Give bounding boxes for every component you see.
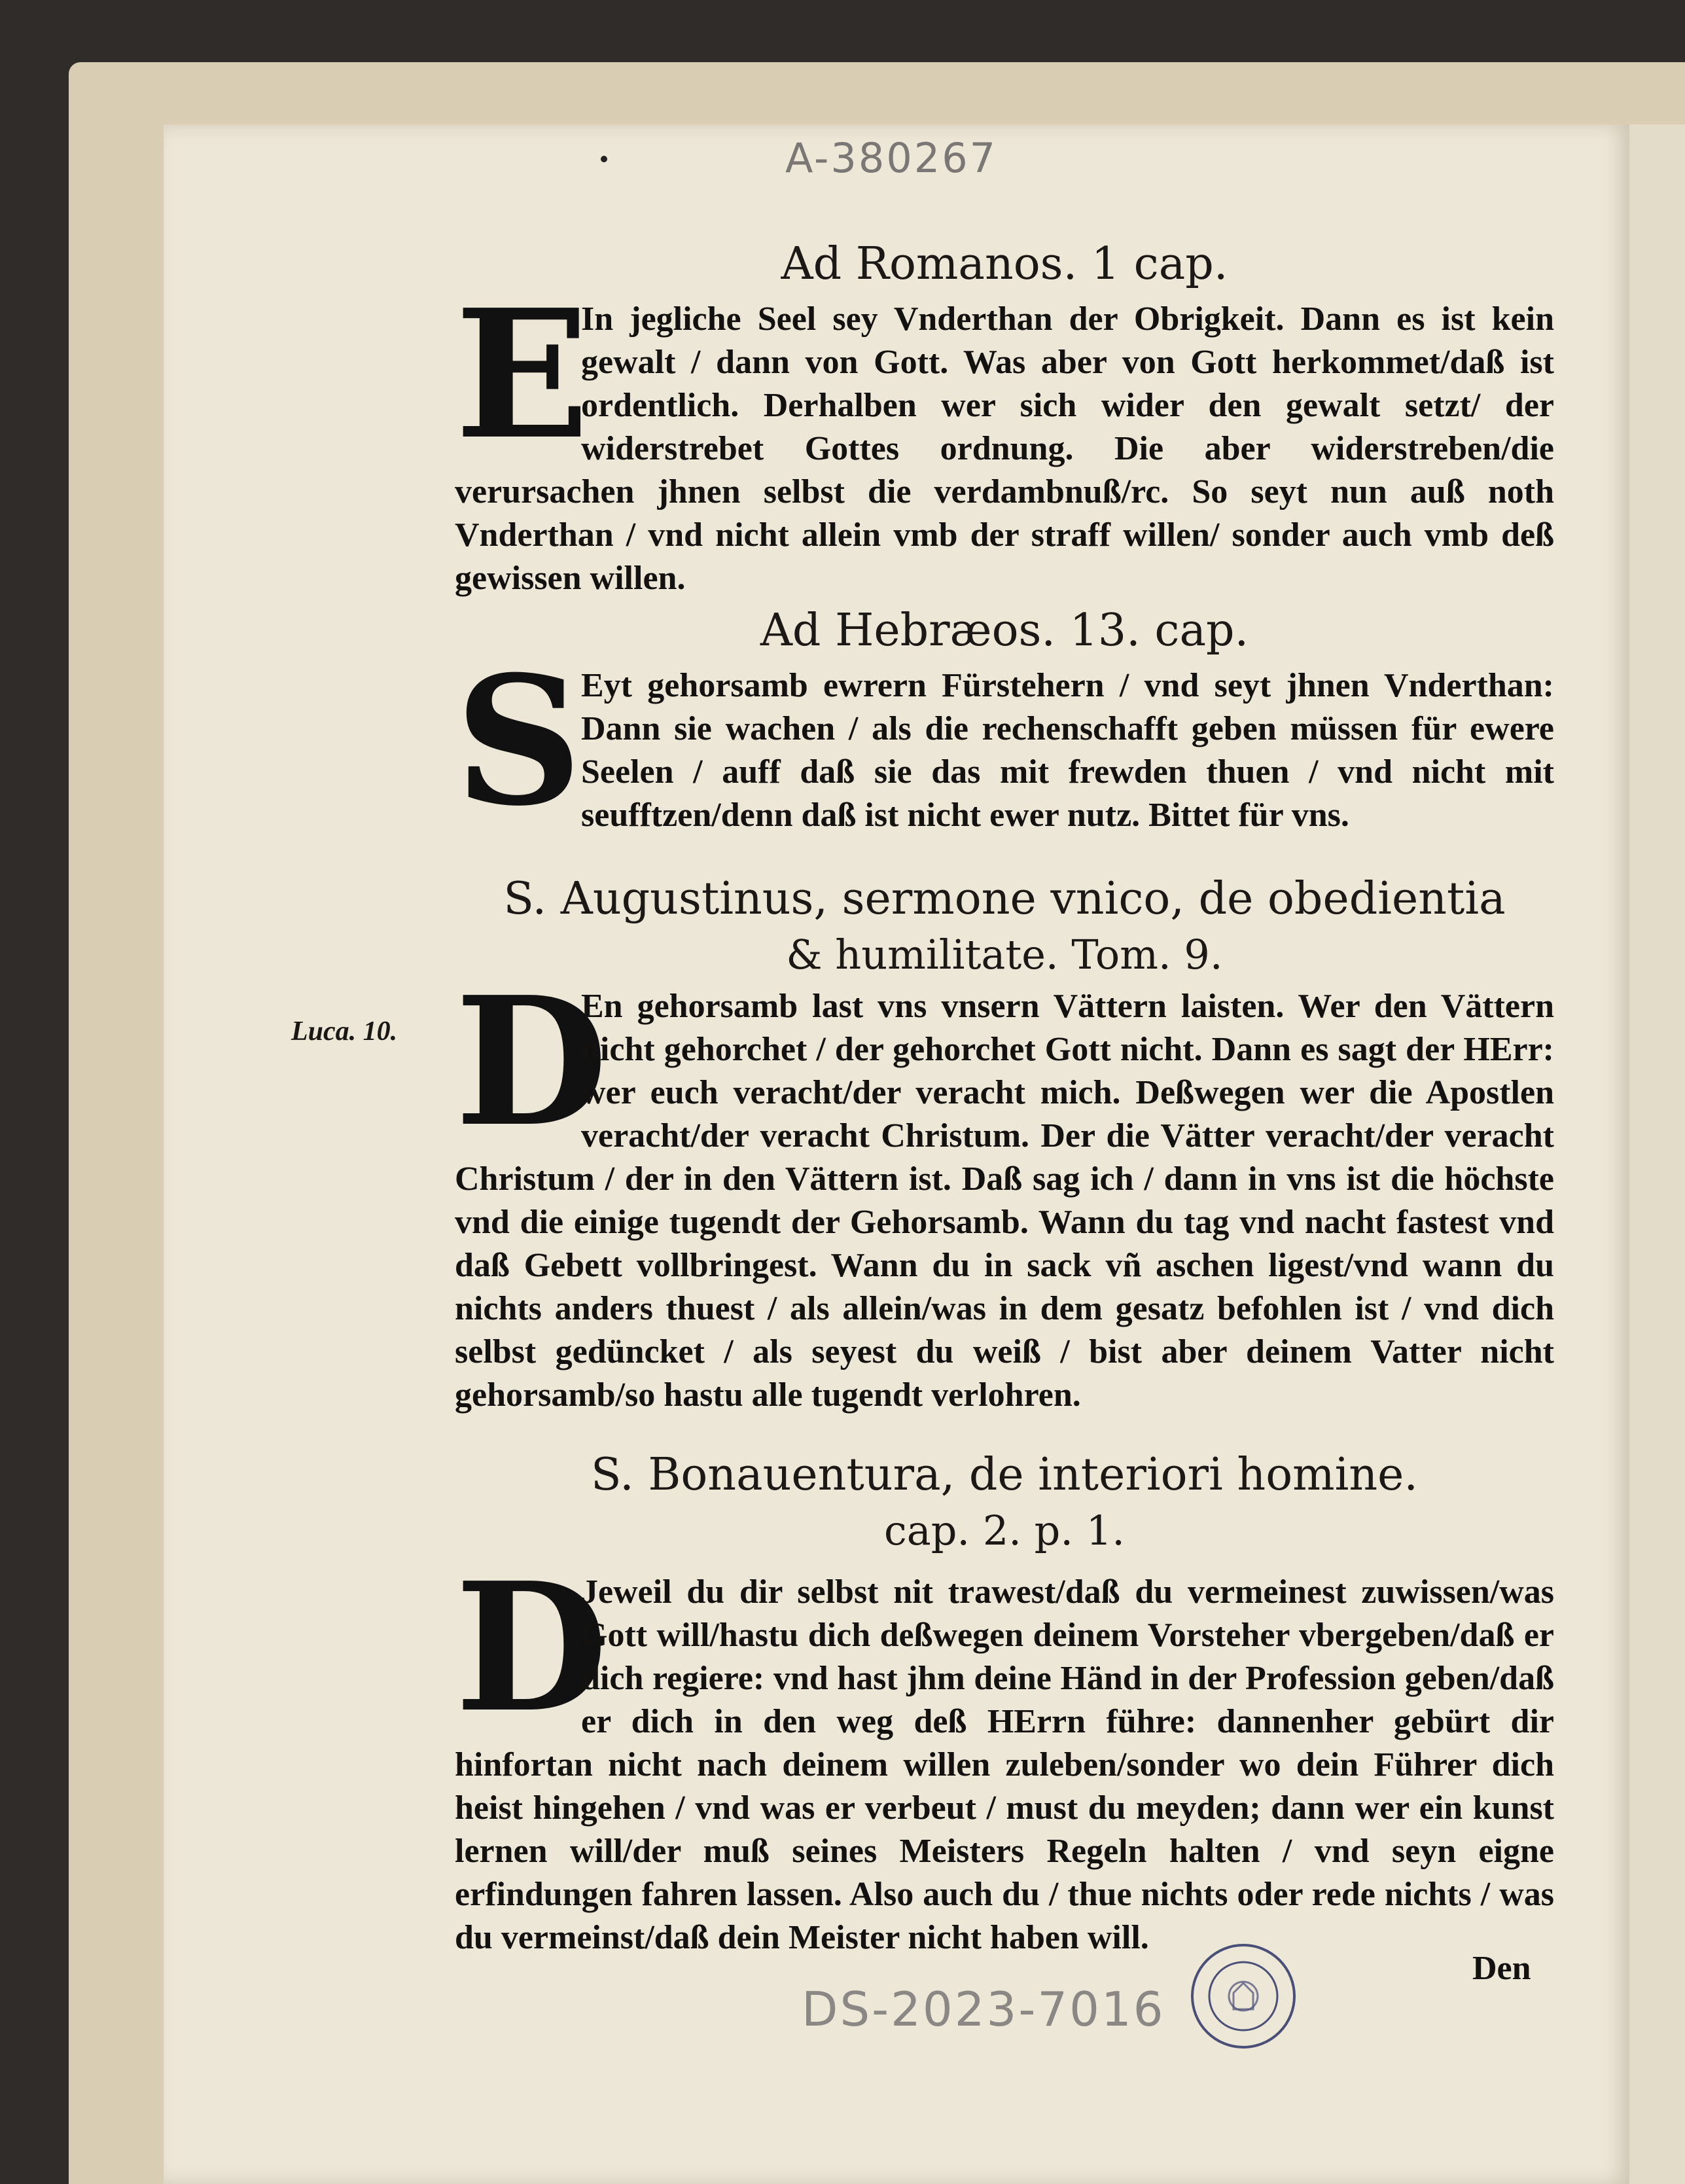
heading-bonaventura: S. Bonauentura, de interiori homine. <box>590 1449 1419 1501</box>
catchword: Den <box>1472 1950 1531 1987</box>
paragraph-hebrews <box>455 637 1554 845</box>
ink-dot <box>601 156 607 162</box>
top-shelfmark: A-380267 <box>785 134 998 182</box>
heading-romans: Ad Romanos. 1 cap. <box>781 238 1228 290</box>
paragraph-romans-text: In jegliche Seel sey Vnderthan der Obrigkeit. Dann es ist kein gewalt / dann von Gott. Was aber von Gott herkommet/daß ist ordentlich. Derhalben wer sich wider den gewalt setzt/ der widerstrebet Gottes ordnung. Die aber widerstreben/die verursachen jhnen selbst die verdambnuß/rc. So seyt nun auß noth Vnderthan / vnd nicht allein vmb der straff willen/ sonder auch vmb deß gewissen willen. <box>455 300 1554 597</box>
heading-hebrews: Ad Hebræos. 13. cap. <box>760 605 1249 656</box>
drop-cap-d-2: D <box>455 1543 609 1751</box>
paragraph-augustinus <box>455 958 1554 1417</box>
paragraph-bonaventura-text: Jeweil du dir selbst nit trawest/daß du vermeinest zuwissen/was Gott will/hastu dich deßwegen deinem Vorsteher vbergeben/daß er dich regiere: vnd hast jhm deine Händ in der Profession geben/daß er dich in den weg deß HErrn führe: dannenher gebürt dir hinfortan nicht nach deinem willen zuleben/sonder wo dein Führer dich heist hingehen / vnd was er verbeut / must du meyden; dann wer ein kunst lernen will/der muß seines Meisters Regeln halten / vnd seyn eigne erfindungen fahren lassen. Also auch du / thue nichts oder rede nichts / was du vermeinst/daß dein Meister nicht haben will. <box>455 1573 1554 1956</box>
paragraph-romans <box>455 270 1554 600</box>
paragraph-hebrews-text: Eyt gehorsamb ewrern Fürstehern / vnd seyt jhnen Vnderthan: Dann sie wachen / als die rechenschafft geben müssen für ewere Seelen / auff daß sie das mit frewden thuen / vnd nicht mit seufftzen/denn daß ist nicht ewer nutz. Bittet für vns. <box>581 667 1554 834</box>
bottom-shelfmark: DS-2023-7016 <box>802 1982 1165 2037</box>
heading-augustinus: S. Augustinus, sermone vnico, de obedientia <box>503 873 1506 925</box>
library-stamp <box>1188 1941 1299 2052</box>
drop-cap-d: D <box>455 958 609 1166</box>
drop-cap-e: E <box>455 270 590 478</box>
paragraph-augustinus-text: En gehorsamb last vns vnsern Vättern laisten. Wer den Vättern nicht gehorchet / der gehorchet Gott nicht. Dann es sagt der HErr: wer euch veracht/der veracht mich. Deßwegen wer die Apostlen veracht/der veracht Christum. Der die Vätter veracht/der veracht Christum / der in den Vättern ist. Daß sag ich / dann in vns ist die höchste vnd die einige tugendt der Gehorsamb. Wann du tag vnd nacht fastest vnd daß Gebett vollbringest. Wann du in sack vñ aschen ligest/vnd wann du nichts anders thuest / als allein/was in dem gesatz befohlen ist / vnd dich selbst gedüncket / als seyest du weiß / bist aber deinem Vatter nicht gehorsamb/so hastu alle tugendt verlohren. <box>455 988 1554 1414</box>
drop-cap-s: S <box>455 637 582 845</box>
margin-note-luca: Luca. 10. <box>291 1016 398 1047</box>
paragraph-bonaventura <box>455 1543 1554 1960</box>
subheading-augustinus: & humilitate. Tom. 9. <box>786 931 1223 978</box>
subheading-bonaventura: cap. 2. p. 1. <box>884 1507 1125 1554</box>
